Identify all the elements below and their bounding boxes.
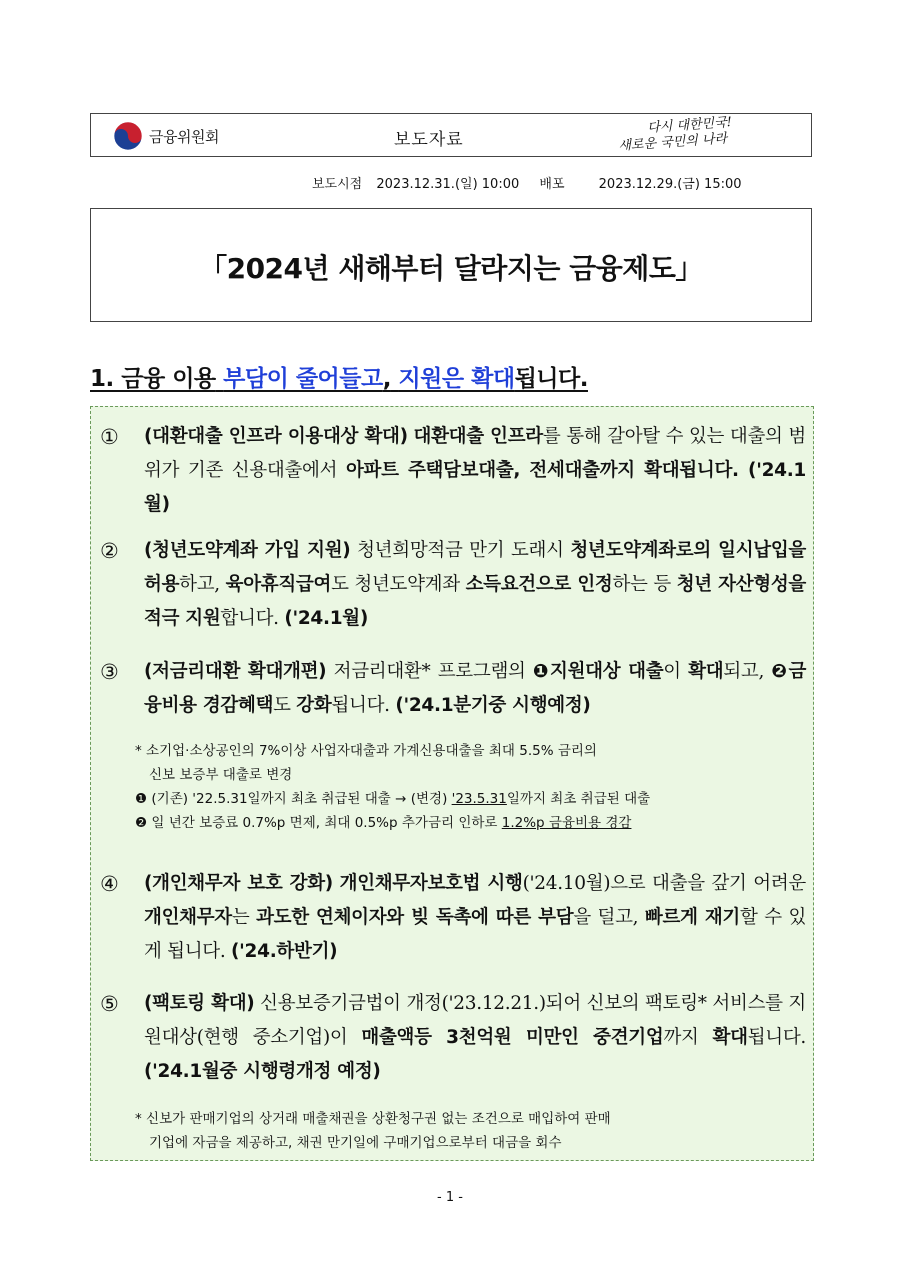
item-bold: 개인채무자 [144,907,232,928]
item-5-notes [135,1107,815,1155]
page-title: 「2024년 새해부터 달라지는 금융제도」 [199,252,703,285]
item-heading: (대환대출 인프라 이용대상 확대) [144,426,408,447]
item-text: 할 수 있게 됩니다. [144,907,807,962]
doc-type: 보도자료 [394,130,464,150]
item-number: ③ [100,660,119,684]
item-bold: ('24.1분기중 시행예정) [395,695,591,716]
note-star-line-2: 신보 보증부 대출로 변경 [149,767,293,783]
item-3-notes [135,739,815,835]
section-number: 1. 금융 이용 [90,366,216,392]
section-heading [90,360,588,393]
item-text: 저금리대환* 프로그램의 [326,661,533,682]
item-1 [100,420,806,522]
item-2 [100,534,806,636]
item-body [144,420,806,522]
item-bold: ('24.하반기) [231,941,338,962]
item-bold: ('24.1월중 시행령개정 예정) [144,1061,381,1082]
section-blue-1: 부담이 줄어들고 [223,366,383,392]
item-text: 신용보증기금법이 개정('23.12.21.)되어 신보의 팩토링* 서비스를 지원대상(현행 중소기업)이 [144,993,806,1048]
slogan-line-1: 다시 대한민국! [646,114,733,136]
item-number: ① [100,425,119,449]
item-text: 를 통해 갈아탈 수 있는 대출의 범위가 기존 신용대출에서 [144,426,806,481]
item-text: 는 [231,907,257,928]
item-bold: 청년 자산형성을 적극 지원 [144,574,806,629]
note-1 [135,787,815,811]
note-star-line-1: * 소기업·소상공인의 7%이상 사업자대출과 가계신용대출을 최대 5.5% 금리의 [135,743,597,759]
item-text: 되고, [723,661,772,682]
item-bold: 아파트 주택담보대출, 전세대출까지 확대됩니다. ('24.1월) [144,460,807,515]
content-box [90,406,814,1161]
item-bold: 육아휴직급여 [225,574,332,595]
item-heading: (청년도약계좌 가입 지원) [144,540,351,561]
item-text: 을 덜고, [573,907,645,928]
item-bold: 청년도약계좌로의 일시납입을 허용 [144,540,806,595]
government-logo-icon [113,121,143,151]
item-text: 청년희망적금 만기 도래시 [350,540,571,561]
note-1-tail: 일까지 최초 취급된 대출 [506,791,651,807]
item-heading: (개인채무자 보호 강화) [144,873,333,894]
slogan-line-2: 새로운 국민의 나라 [617,131,728,154]
section-sep: , [382,366,391,392]
item-text: 하고, [179,574,226,595]
item-bold: ('24.1월) [284,608,369,629]
note-1-text: ❶ (기존) '22.5.31일까지 최초 취급된 대출 → (변경) [135,791,452,807]
item-bold: 소득요건으로 인정 [465,574,613,595]
note-5-line-2: 기업에 자금을 제공하고, 채권 만기일에 구매기업으로부터 대금을 회수 [149,1135,562,1151]
item-bold: 개인채무자보호법 시행 [339,873,523,894]
item-heading: (팩토링 확대) [144,993,255,1014]
item-number: ② [100,539,119,563]
item-number: ⑤ [100,992,119,1016]
item-text [333,873,340,894]
item-text: 도 청년도약계좌 [331,574,466,595]
item-bold: 확대 [712,1027,748,1048]
note-2-underline: 1.2%p 금융비용 경감 [501,815,632,831]
item-bold: 매출액등 3천억원 미만인 중견기업 [361,1027,664,1048]
item-text: 됩니다. [747,1027,806,1048]
item-text: 합니다. [220,608,285,629]
release-label: 보도시점 [312,177,363,192]
item-4 [100,867,806,969]
item-bold: 대환대출 인프라 [413,426,543,447]
title-box [90,208,812,322]
item-3 [100,655,806,723]
distribute-value: 2023.12.29.(금) 15:00 [598,177,742,192]
item-bold: 과도한 연체이자와 빚 독촉에 따른 부담 [256,907,574,928]
item-text: 하는 등 [612,574,677,595]
item-body [144,867,806,969]
item-bold: 확대 [688,661,724,682]
release-dates [312,173,752,192]
org-name: 금융위원회 [149,128,219,146]
item-body [144,987,806,1089]
page-number: - 1 - [437,1190,463,1205]
note-1-underline: '23.5.31 [451,791,507,807]
note-5-line-1: * 신보가 판매기업의 상거래 매출채권을 상환청구권 없는 조건으로 매입하여 판매 [135,1111,611,1127]
item-body [144,655,806,723]
item-bold: ❷금융비용 경감혜택 [144,661,807,716]
item-text: ('24.10월)으로 대출을 갚기 어려운 [522,873,806,894]
item-bold: ❶지원대상 대출 [532,661,664,682]
section-tail: 됩니다. [514,366,588,392]
slogan [617,111,789,161]
section-blue-2: 지원은 확대 [398,366,515,392]
item-text: 이 [663,661,689,682]
distribute-label: 배포 [539,177,565,192]
item-number: ④ [100,872,119,896]
item-bold: 빠르게 재기 [644,907,740,928]
item-heading: (저금리대환 확대개편) [144,661,327,682]
item-bold: 강화 [296,695,332,716]
release-value: 2023.12.31.(일) 10:00 [376,177,520,192]
item-text: 까지 [663,1027,713,1048]
header-box [90,113,812,157]
item-5 [100,987,806,1089]
item-text: 됩니다. [331,695,396,716]
item-text: 도 [273,695,297,716]
note-2 [135,811,815,835]
note-2-text: ❷ 일 년간 보증료 0.7%p 면제, 최대 0.5%p 추가금리 인하로 [135,815,502,831]
item-body [144,534,806,636]
